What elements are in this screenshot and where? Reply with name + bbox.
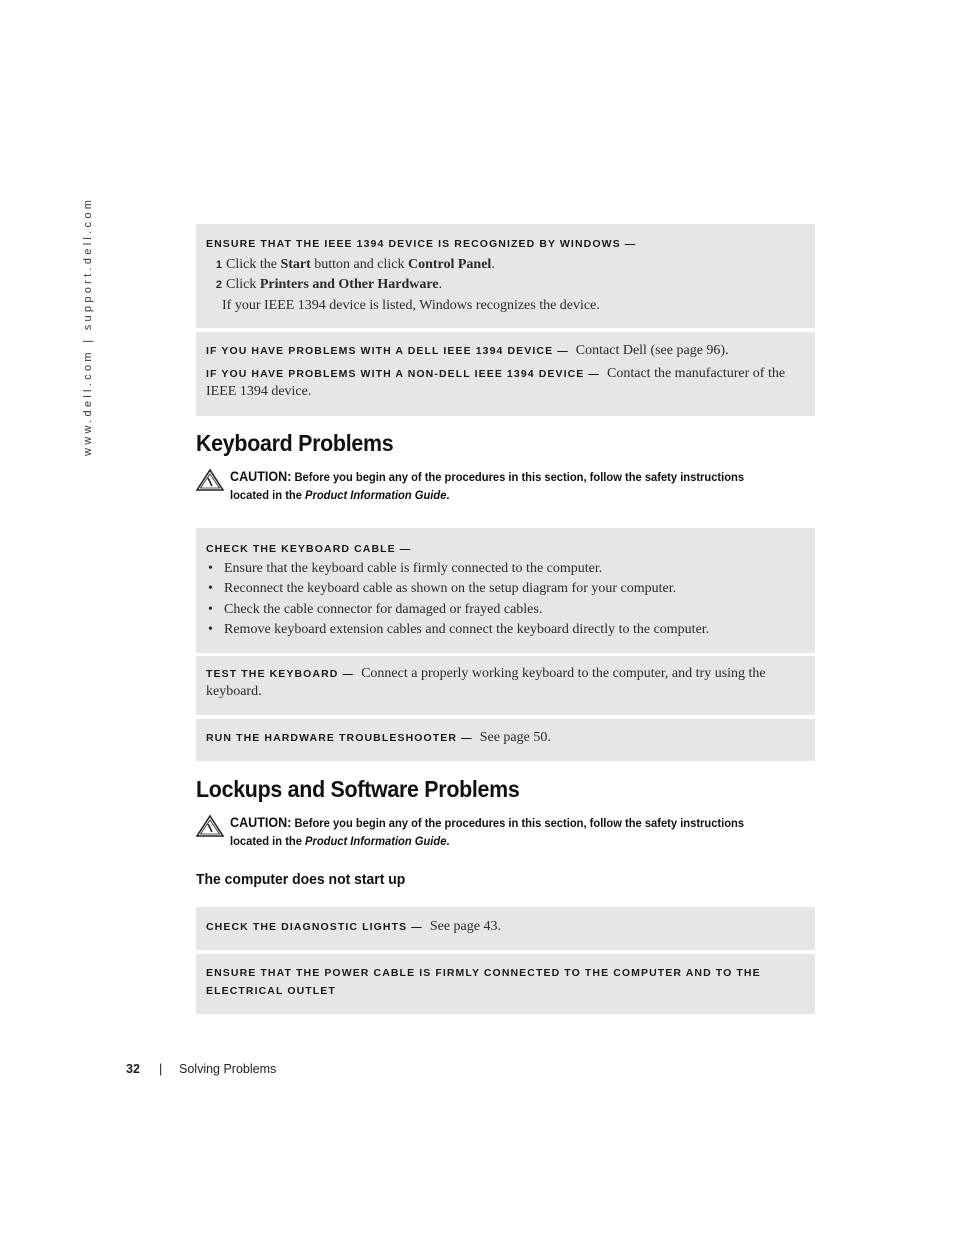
dell-device-heading: IF YOU HAVE PROBLEMS WITH A DELL IEEE 1394 DEVICE — (206, 345, 569, 357)
hardware-troubleshooter-heading: RUN THE HARDWARE TROUBLESHOOTER — (206, 732, 473, 744)
step-number: 2 (215, 279, 222, 291)
bullet-text: Ensure that the keyboard cable is firmly connected to the computer. (224, 561, 603, 576)
ieee-problems-box (196, 332, 815, 416)
step-text: Click (226, 277, 260, 292)
power-cable-heading: ENSURE THAT THE POWER CABLE IS FIRMLY CONNECTED TO THE COMPUTER AND TO THE ELECTRICAL OUTLET (206, 967, 761, 997)
step-text: Click the (226, 257, 281, 272)
keyboard-problems-title: Keyboard Problems (196, 430, 394, 456)
test-keyboard-box (196, 656, 815, 715)
footer-separator: | (159, 1062, 163, 1076)
caution-guide: Product Information Guide (305, 833, 447, 848)
page-footer (126, 1062, 277, 1076)
caution-text (230, 814, 760, 850)
hardware-troubleshooter-box (196, 719, 815, 761)
lockups-title: Lockups and Software Problems (196, 776, 520, 802)
caution-label: CAUTION: (230, 469, 292, 484)
power-cable-box (196, 954, 815, 1014)
diagnostic-lights-heading: CHECK THE DIAGNOSTIC LIGHTS — (206, 921, 423, 933)
diagnostic-lights-text: See page 43. (429, 919, 501, 934)
step-text: . (491, 257, 495, 272)
caution-label: CAUTION: (230, 815, 292, 830)
bullet-text: Check the cable connector for damaged or frayed cables. (224, 602, 543, 617)
bullet-text: Remove keyboard extension cables and connect the keyboard directly to the computer. (224, 622, 710, 637)
test-keyboard-row (206, 665, 803, 700)
side-url: www.dell.com | support.dell.com (82, 196, 94, 456)
step-1 (212, 256, 805, 274)
caution-end: . (446, 487, 450, 502)
keyboard-cable-box (196, 528, 815, 653)
control-panel-label: Control Panel (407, 257, 492, 272)
caution-icon (196, 814, 224, 838)
bullet-item (208, 560, 805, 577)
caution-icon (196, 468, 224, 492)
bullet-item (208, 580, 805, 597)
step-number: 1 (215, 259, 222, 271)
keyboard-cable-heading: CHECK THE KEYBOARD CABLE — (206, 543, 412, 555)
ieee-recognized-box (196, 224, 815, 328)
step-text: button and click (310, 257, 408, 272)
hardware-troubleshooter-row (206, 729, 805, 747)
diagnostic-lights-row (206, 918, 805, 936)
step-text: . (438, 277, 443, 292)
caution-body: Before you begin any of the procedures in this section, follow the safety instructions located in the (230, 470, 745, 502)
bullet-icon: • (208, 622, 213, 637)
no-start-subtitle: The computer does not start up (196, 871, 406, 888)
bullet-icon: • (208, 602, 213, 617)
step-2 (212, 276, 805, 294)
footer-section: Solving Problems (179, 1062, 277, 1076)
dell-device-row (206, 342, 805, 360)
ieee-recognized-heading: ENSURE THAT THE IEEE 1394 DEVICE IS RECOGNIZED BY WINDOWS — (206, 238, 637, 250)
non-dell-device-text: Contact the manufacturer of the IEEE 1394 device. (206, 366, 786, 399)
caution-text (230, 468, 760, 504)
page-number: 32 (126, 1062, 140, 1076)
caution-end: . (446, 833, 450, 848)
test-keyboard-heading: TEST THE KEYBOARD — (206, 668, 355, 680)
caution-body: Before you begin any of the procedures in this section, follow the safety instructions located in the (230, 816, 745, 848)
bullet-icon: • (208, 581, 213, 596)
diagnostic-lights-box (196, 907, 815, 950)
non-dell-device-row (206, 365, 803, 400)
test-keyboard-text: Connect a properly working keyboard to the computer, and try using the keyboard. (206, 666, 766, 699)
caution-guide: Product Information Guide (305, 487, 447, 502)
bullet-item (208, 601, 805, 618)
bullet-icon: • (208, 561, 213, 576)
non-dell-device-heading: IF YOU HAVE PROBLEMS WITH A NON-DELL IEEE 1394 DEVICE — (206, 368, 601, 380)
ieee-note: If your IEEE 1394 device is listed, Windows recognizes the device. (222, 298, 600, 313)
start-label: Start (280, 257, 311, 272)
bullet-item (208, 621, 805, 638)
bullet-text: Reconnect the keyboard cable as shown on the setup diagram for your computer. (224, 581, 677, 596)
dell-device-text: Contact Dell (see page 96). (575, 343, 729, 358)
hardware-troubleshooter-text: See page 50. (479, 730, 551, 745)
printers-label: Printers and Other Hardware (259, 277, 439, 292)
